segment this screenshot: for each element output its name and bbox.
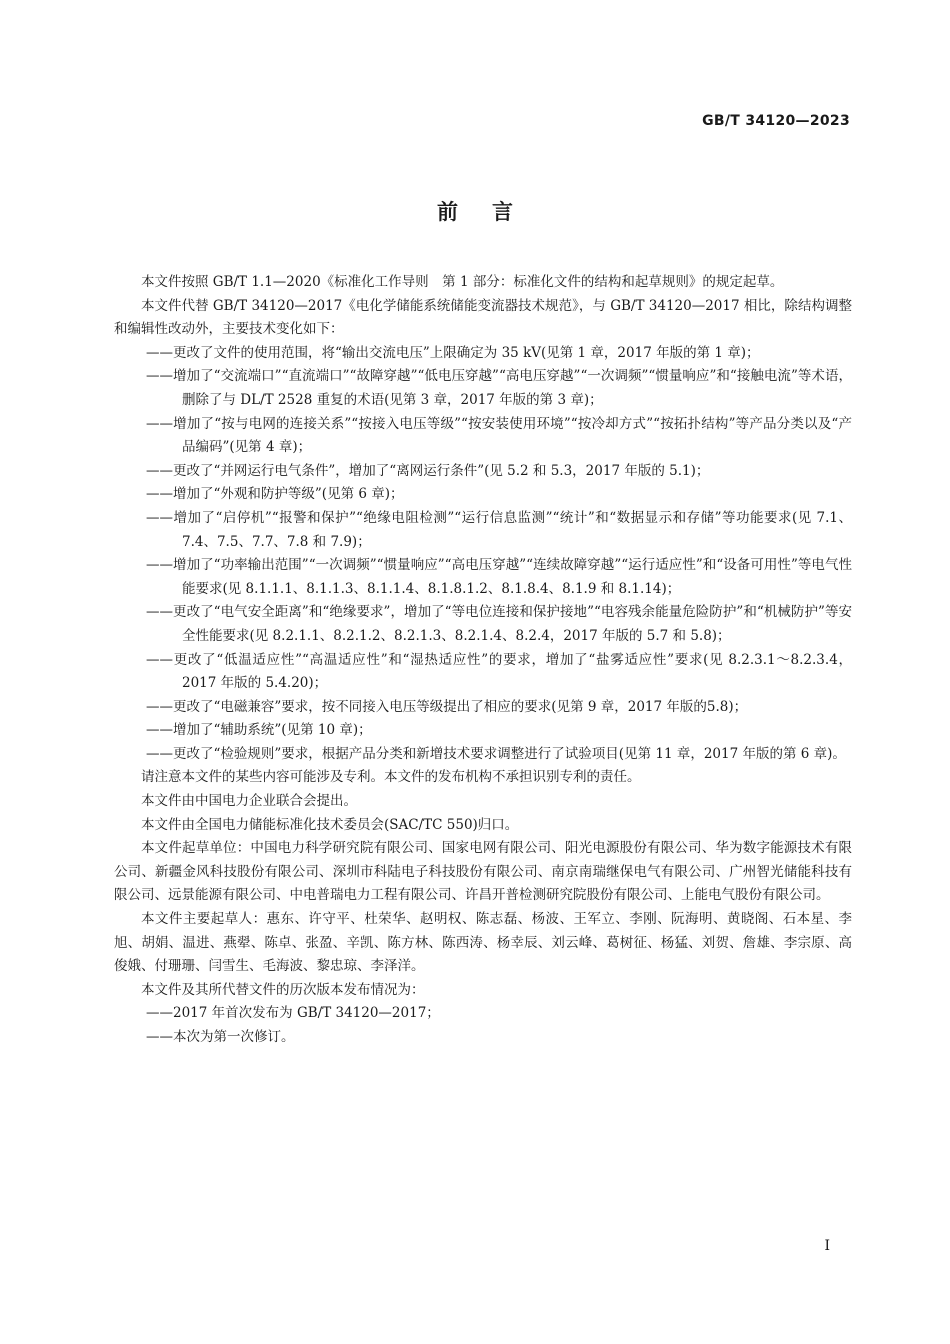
change-item: ——更改了“并网运行电气条件”，增加了“离网运行条件”(见 5.2 和 5.3，2017 年版的 5.1)； (146, 462, 710, 479)
standard-number: GB/T 34120—2023 (702, 113, 850, 129)
paragraph-drafters: 本文件主要起草人：惠东、许守平、杜荣华、赵明权、陈志磊、杨波、王军立、李刚、阮海明、黄晓阁、石本星、李旭、胡娟、温进、燕翚、陈卓、张盈、辛凯、陈方林、陈西涛、杨幸辰、刘云峰、葛树征、杨猛、刘贺、詹雄、李宗原、高俊娥、付珊珊、闫雪生、毛海波、黎忠琼、李泽洋。 (114, 911, 852, 975)
change-item: ——增加了“功率输出范围”“一次调频”“惯量响应”“高电压穿越”“连续故障穿越”“运行适应性”和“设备可用性”等电气性能要求(见 8.1.1.1、8.1.1.3、8.1.1.4、8.1.8.1.2、8.1.8.4、8.1.9 和 8.1.14)； (146, 557, 852, 597)
history-item: ——本次为第一次修订。 (146, 1029, 295, 1045)
paragraph-drafting-rule: 本文件按照 GB/T 1.1—2020《标准化工作导则 第 1 部分：标准化文件的结构和起草规则》的规定起草。 (141, 274, 784, 290)
paragraph-managed-by: 本文件由全国电力储能标准化技术委员会(SAC/TC 550)归口。 (141, 816, 519, 833)
change-item: ——更改了文件的使用范围，将“输出交流电压”上限确定为 35 kV(见第 1 章，2017 年版的第 1 章)； (146, 344, 760, 361)
change-item: ——更改了“电磁兼容”要求，按不同接入电压等级提出了相应的要求(见第 9 章，2017 年版的5.8)； (146, 698, 748, 715)
paragraph-drafting-units: 本文件起草单位：中国电力科学研究院有限公司、国家电网有限公司、阳光电源股份有限公司、华为数字能源技术有限公司、新疆金风科技股份有限公司、深圳市科陆电子科技股份有限公司、南京南瑞继保电气有限公司、广州智光储能科技有限公司、远景能源有限公司、中电普瑞电力工程有限公司、许昌开普检测研究院股份有限公司、上能电气股份有限公司。 (114, 840, 852, 904)
page-number: I (824, 1238, 830, 1254)
history-item: ——2017 年首次发布为 GB/T 34120—2017； (146, 1005, 440, 1022)
paragraph-replacement: 本文件代替 GB/T 34120—2017《电化学储能系统储能变流器技术规范》，与 GB/T 34120—2017 相比，除结构调整和编辑性改动外，主要技术变化如下： (114, 297, 852, 338)
change-item: ——增加了“辅助系统”(见第 10 章)； (146, 722, 372, 739)
change-item: ——增加了“外观和防护等级”(见第 6 章)； (146, 486, 404, 503)
change-item: ——增加了“启停机”“报警和保护”“绝缘电阻检测”“运行信息监测”“统计”和“数据显示和存储”等功能要求(见 7.1、7.4、7.5、7.7、7.8 和 7.9)； (146, 509, 852, 550)
foreword-body (114, 271, 852, 1050)
change-item: ——更改了“电气安全距离”和“绝缘要求”，增加了“等电位连接和保护接地”“电容残余能量危险防护”和“机械防护”等安全性能要求(见 8.2.1.1、8.2.1.2、8.2.1.3、8.2.1.4、8.2.4，2017 年版的 5.7 和 5.8)； (146, 604, 852, 644)
change-item: ——增加了“按与电网的连接关系”“按接入电压等级”“按安装使用环境”“按冷却方式”“按拓扑结构”等产品分类以及“产品编码”(见第 4 章)； (146, 415, 852, 456)
paragraph-proposed-by: 本文件由中国电力企业联合会提出。 (141, 793, 357, 810)
change-item: ——增加了“交流端口”“直流端口”“故障穿越”“低电压穿越”“高电压穿越”“一次调频”“惯量响应”和“接触电流”等术语，删除了与 DL/T 2528 重复的术语(见第 3 章，2017 年版的第 3 章)； (146, 368, 852, 408)
history-list (114, 1002, 852, 1049)
paragraph-patent-notice: 请注意本文件的某些内容可能涉及专利。本文件的发布机构不承担识别专利的责任。 (141, 769, 641, 786)
change-item: ——更改了“检验规则”要求，根据产品分类和新增技术要求调整进行了试验项目(见第 11 章，2017 年版的第 6 章)。 (146, 745, 846, 762)
changes-list (114, 342, 852, 767)
page-title: 前言 (437, 200, 547, 224)
change-item: ——更改了“低温适应性”“高温适应性”和“湿热适应性”的要求，增加了“盐雾适应性”要求(见 8.2.3.1～8.2.3.4，2017 年版的 5.4.20)； (146, 651, 852, 692)
paragraph-history-intro: 本文件及其所代替文件的历次版本发布情况为： (141, 981, 425, 998)
